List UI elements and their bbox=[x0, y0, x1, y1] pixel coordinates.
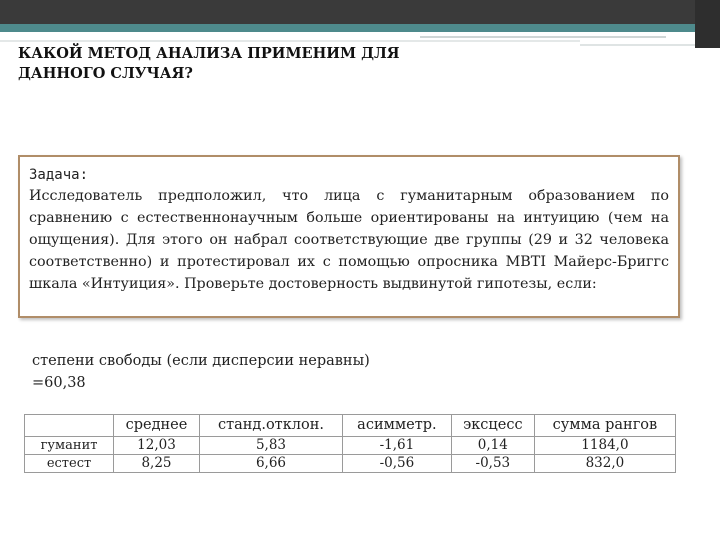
table-corner-cell bbox=[25, 415, 114, 437]
table-cell: 8,25 bbox=[114, 455, 200, 473]
table-cell: 12,03 bbox=[114, 437, 200, 455]
table-cell: 6,66 bbox=[199, 455, 342, 473]
table-row bbox=[25, 455, 676, 473]
decorative-rule bbox=[0, 40, 580, 42]
column-header: сумма рангов bbox=[534, 415, 675, 437]
dof-value: =60,38 bbox=[32, 375, 86, 391]
decorative-rule bbox=[580, 44, 695, 46]
corner-decoration bbox=[695, 0, 720, 48]
degrees-of-freedom bbox=[32, 350, 452, 394]
table-row bbox=[25, 437, 676, 455]
table-cell: -0,53 bbox=[451, 455, 534, 473]
row-label: гуманит bbox=[25, 437, 114, 455]
task-box bbox=[18, 155, 680, 318]
column-header: асимметр. bbox=[343, 415, 452, 437]
table-cell: -1,61 bbox=[343, 437, 452, 455]
dof-description: степени свободы (если дисперсии неравны) bbox=[32, 353, 370, 369]
task-text: Исследователь предположил, что лица с гуманитарным образованием по сравнению с естественнонаучным больше ориентированы на интуицию (чем на ощущения). Для этого он набрал соответствующие две группы (29 и 32 человека соответственно) и протестировал их с помощью опросника MBTI Майерс-Бриггс шкала «Интуиция». Проверьте достоверность выдвинутой гипотезы, если: bbox=[29, 188, 669, 292]
table-cell: -0,56 bbox=[343, 455, 452, 473]
column-header: эксцесс bbox=[451, 415, 534, 437]
column-header: среднее bbox=[114, 415, 200, 437]
table-cell: 5,83 bbox=[199, 437, 342, 455]
row-label: естест bbox=[25, 455, 114, 473]
stats-table bbox=[24, 414, 676, 473]
top-accent-bar bbox=[0, 24, 720, 32]
table-header-row bbox=[25, 415, 676, 437]
column-header: станд.отклон. bbox=[199, 415, 342, 437]
table-cell: 1184,0 bbox=[534, 437, 675, 455]
top-bar bbox=[0, 0, 720, 24]
task-label: Задача: bbox=[29, 167, 89, 183]
table-cell: 832,0 bbox=[534, 455, 675, 473]
table-cell: 0,14 bbox=[451, 437, 534, 455]
decorative-rule bbox=[420, 36, 666, 38]
slide-title: КАКОЙ МЕТОД АНАЛИЗА ПРИМЕНИМ ДЛЯ ДАННОГО СЛУЧАЯ? bbox=[18, 45, 400, 82]
